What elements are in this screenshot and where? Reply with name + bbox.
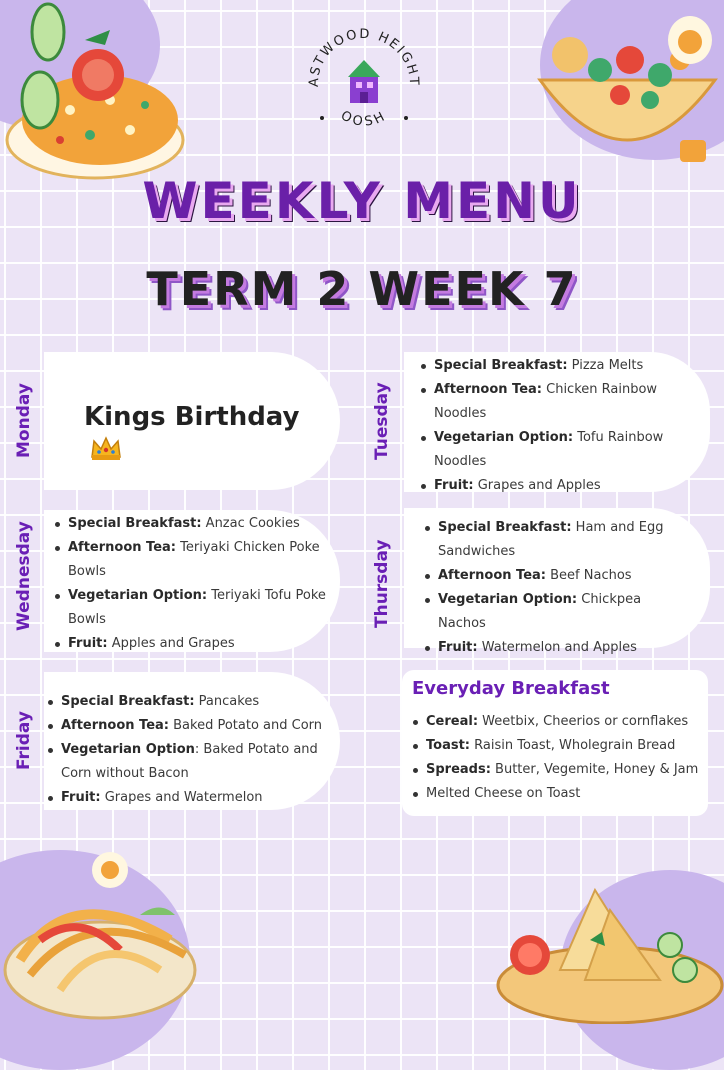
everyday-breakfast-card [402, 670, 708, 816]
list-item: Melted Cheese on Toast [426, 782, 716, 806]
day-label-wednesday: Wednesday [14, 521, 34, 631]
house-icon [348, 60, 380, 103]
svg-text:OOSH [338, 108, 390, 130]
tuesday-card [404, 352, 710, 492]
list-item: Fruit: Watermelon and Apples [438, 636, 688, 660]
day-label-friday: Friday [14, 711, 34, 771]
list-item: Special Breakfast: Anzac Cookies [68, 512, 328, 536]
page-title: WEEKLY MENU [142, 172, 582, 230]
monday-note: Kings Birthday [84, 402, 300, 432]
friday-menu-list [44, 672, 323, 810]
list-item: Fruit: Grapes and Watermelon [61, 786, 323, 810]
list-item: Afternoon Tea: Baked Potato and Corn [61, 714, 323, 738]
friday-card [44, 672, 340, 810]
logo-text-top: ASTWOOD HEIGHT [306, 26, 422, 88]
oosh-logo [302, 22, 426, 146]
noodles-illustration [0, 840, 220, 1024]
fried-rice-illustration [0, 0, 200, 190]
monday-card [44, 352, 340, 490]
logo-text-bottom: OOSH [338, 108, 390, 130]
wednesday-menu-list [44, 510, 328, 656]
thursday-card [404, 508, 710, 655]
list-item: Special Breakfast: Pancakes [61, 690, 323, 714]
nachos-illustration [490, 870, 724, 1024]
list-item: Afternoon Tea: Beef Nachos [438, 564, 688, 588]
list-item: Vegetarian Option: Tofu Rainbow Noodles [434, 426, 674, 474]
list-item: Afternoon Tea: Teriyaki Chicken Poke Bowls [68, 536, 328, 584]
everyday-breakfast-list [402, 710, 716, 806]
page-subtitle: TERM 2 WEEK 7 [146, 262, 578, 316]
list-item: Spreads: Butter, Vegemite, Honey & Jam [426, 758, 716, 782]
tuesday-menu-list [404, 352, 674, 498]
day-label-thursday: Thursday [372, 539, 392, 629]
list-item: Special Breakfast: Ham and Egg Sandwiches [438, 516, 688, 564]
crown-icon [90, 435, 122, 461]
salad-bowl-illustration [530, 0, 724, 190]
list-item: Afternoon Tea: Chicken Rainbow Noodles [434, 378, 674, 426]
list-item: Toast: Raisin Toast, Wholegrain Bread [426, 734, 716, 758]
list-item: Vegetarian Option: Baked Potato and Corn without Bacon [61, 738, 323, 786]
monday-holiday [84, 402, 340, 462]
list-item: Special Breakfast: Pizza Melts [434, 354, 674, 378]
list-item: Fruit: Grapes and Apples [434, 474, 674, 498]
day-label-monday: Monday [14, 383, 34, 459]
wednesday-card [44, 510, 340, 652]
list-item: Vegetarian Option: Chickpea Nachos [438, 588, 688, 636]
list-item: Vegetarian Option: Teriyaki Tofu Poke Bowls [68, 584, 328, 632]
thursday-menu-list [404, 508, 688, 660]
everyday-breakfast-title: Everyday Breakfast [412, 678, 610, 699]
list-item: Fruit: Apples and Grapes [68, 632, 328, 656]
list-item: Cereal: Weetbix, Cheerios or cornflakes [426, 710, 716, 734]
day-label-tuesday: Tuesday [372, 382, 392, 460]
